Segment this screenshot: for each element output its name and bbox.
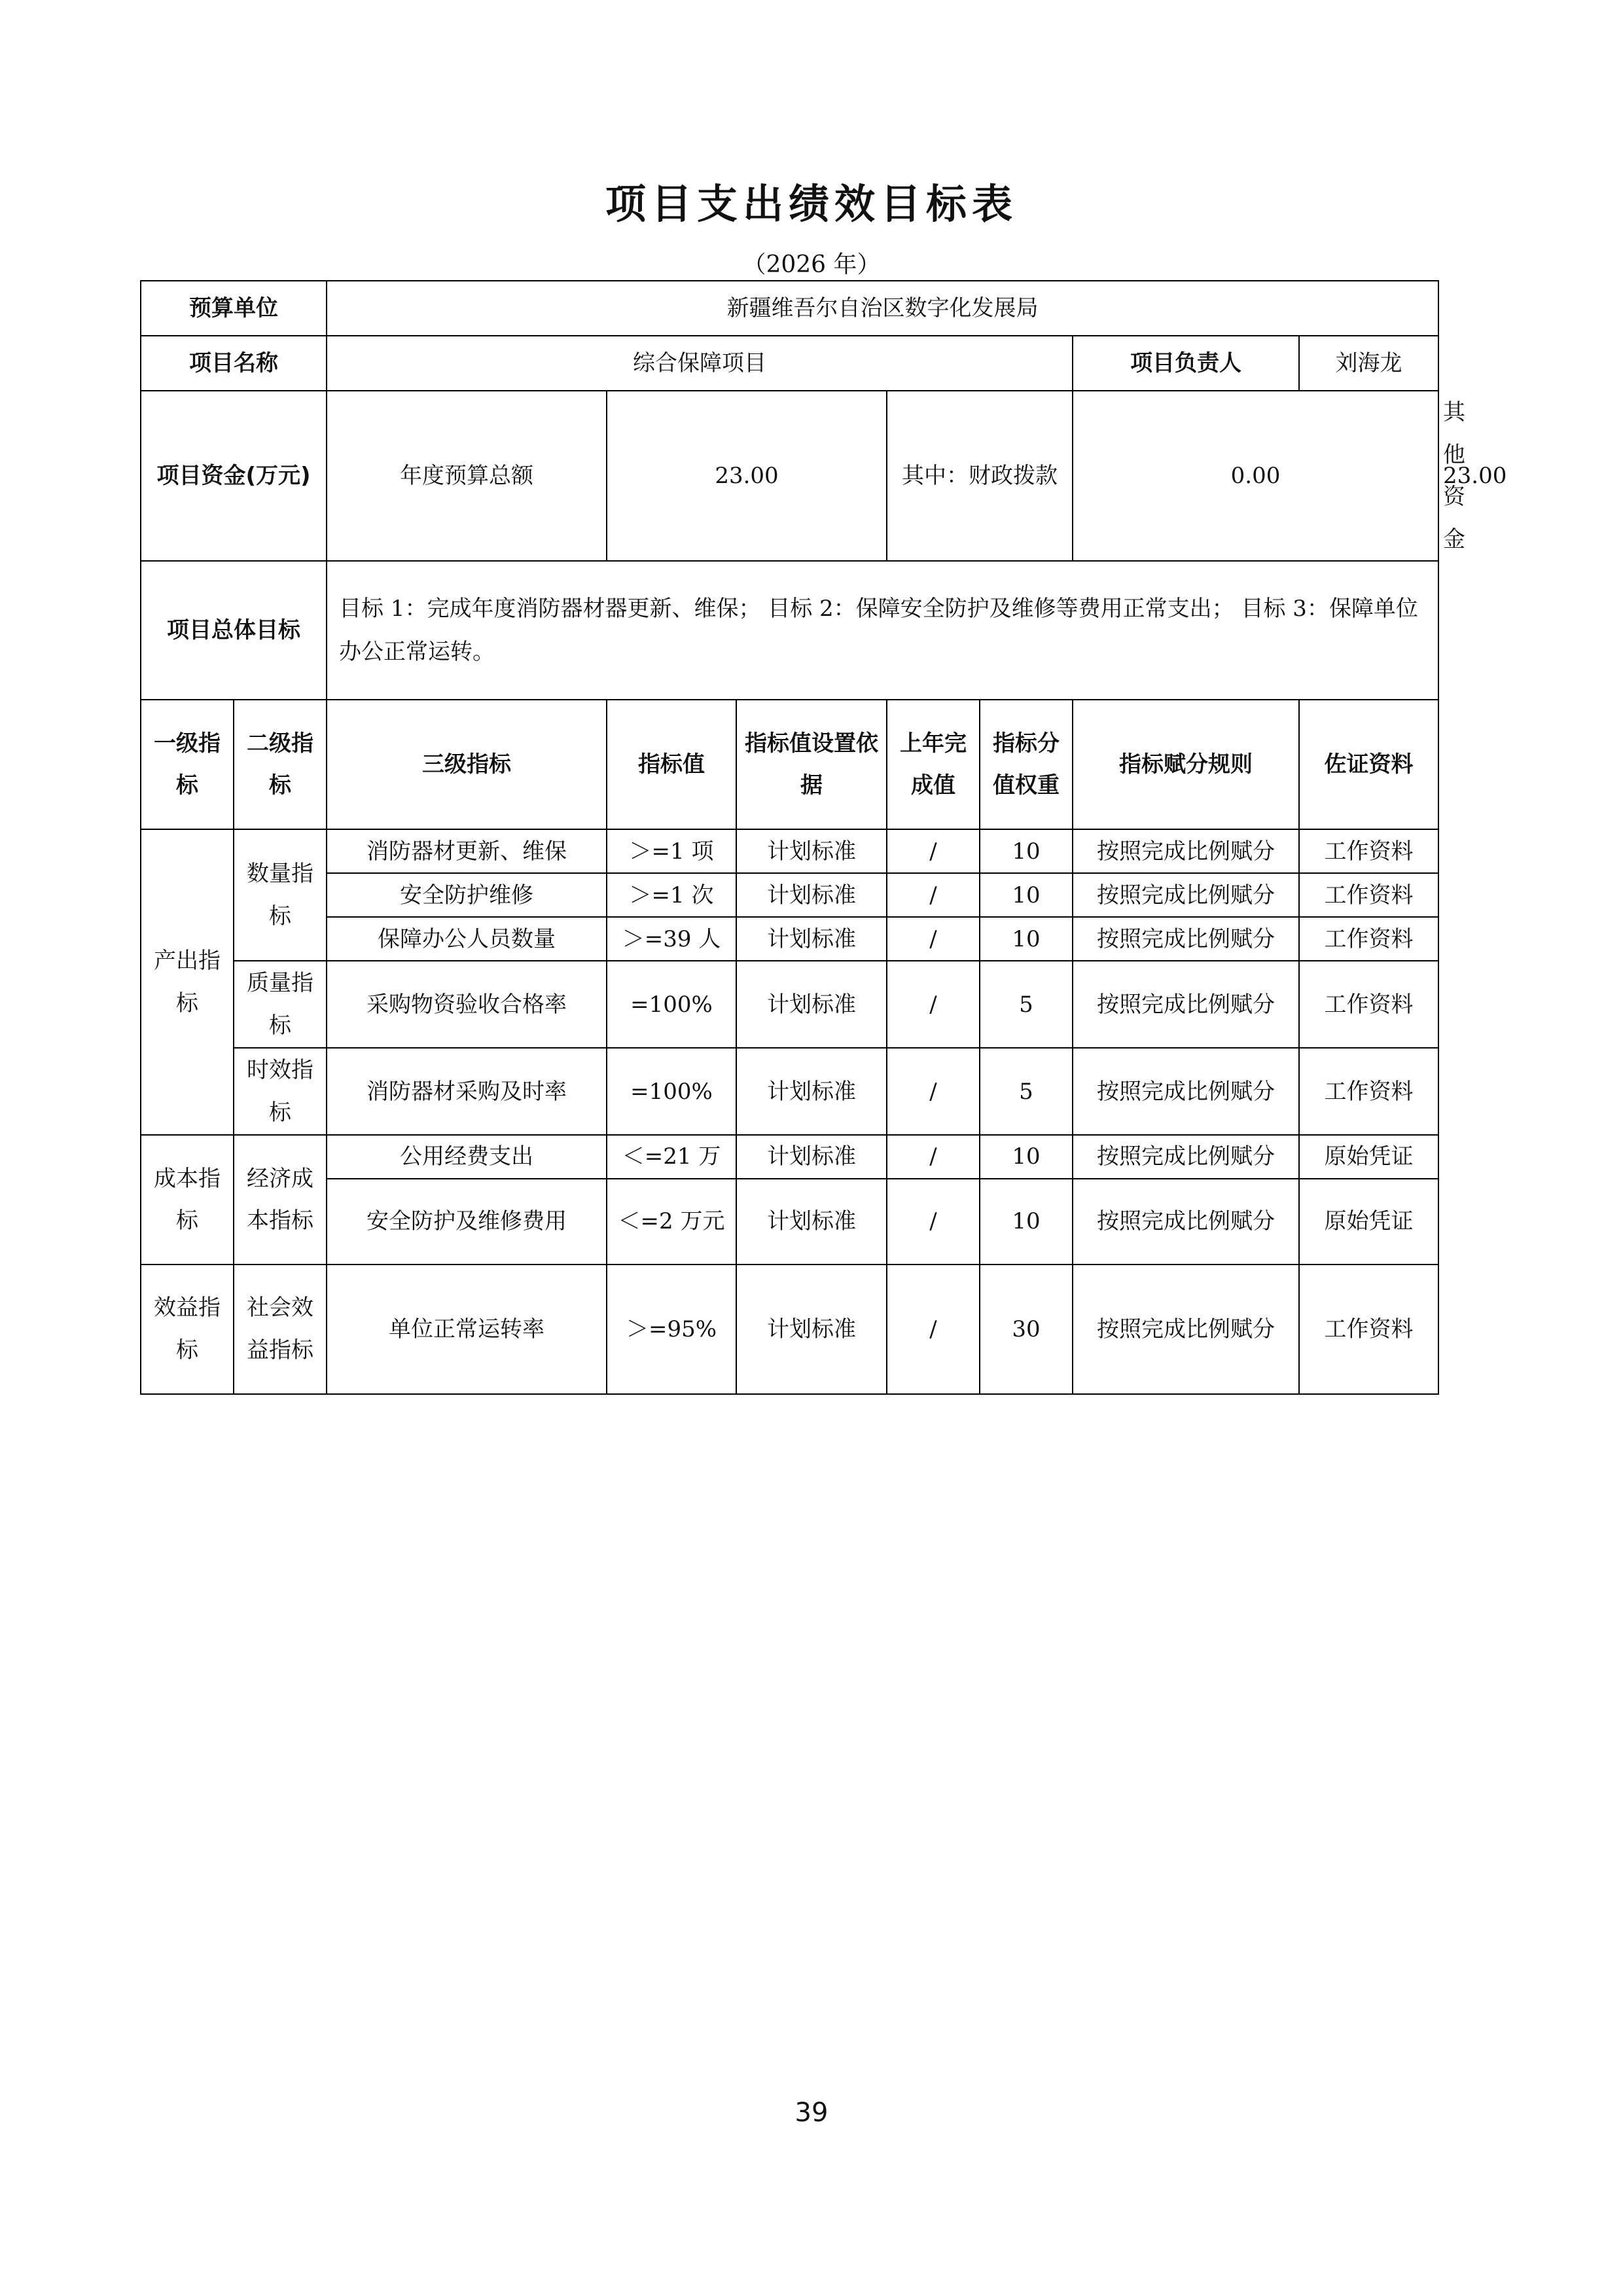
group-quantity: 数量指标 — [234, 829, 327, 961]
project-leader-label: 项目负责人 — [1073, 336, 1299, 391]
project-leader-value: 刘海龙 — [1299, 336, 1438, 391]
group-quality: 质量指标 — [234, 961, 327, 1048]
overall-goal-row — [141, 561, 1438, 700]
indicator-basis: 计划标准 — [736, 1048, 887, 1135]
indicator-last-year: / — [887, 1179, 980, 1265]
indicator-weight: 10 — [980, 873, 1073, 917]
indicator-last-year: / — [887, 829, 980, 873]
annual-total-value: 23.00 — [607, 391, 887, 561]
indicator-name: 消防器材更新、维保 — [327, 829, 607, 873]
overall-goal-label: 项目总体目标 — [141, 561, 327, 700]
indicator-value: ＞=95% — [607, 1265, 736, 1394]
indicator-basis: 计划标准 — [736, 917, 887, 961]
header-basis: 指标值设置依据 — [736, 700, 887, 829]
group-timeliness: 时效指标 — [234, 1048, 327, 1135]
indicator-evidence: 工作资料 — [1299, 917, 1438, 961]
indicator-basis: 计划标准 — [736, 1135, 887, 1179]
budget-unit-value: 新疆维吾尔自治区数字化发展局 — [327, 281, 1438, 336]
indicator-header-row — [141, 700, 1438, 829]
header-last-year: 上年完成值 — [887, 700, 980, 829]
overall-goal-text: 目标 1：完成年度消防器材器更新、维保； 目标 2：保障安全防护及维修等费用正常支出； 目标 3：保障单位办公正常运转。 — [327, 561, 1438, 700]
indicator-weight: 5 — [980, 1048, 1073, 1135]
indicator-value: ＜=2 万元 — [607, 1179, 736, 1265]
page-title: 项目支出绩效目标表 — [605, 180, 1018, 228]
indicator-last-year: / — [887, 1135, 980, 1179]
fiscal-allocation-value: 0.00 — [1073, 391, 1438, 561]
indicator-name: 消防器材采购及时率 — [327, 1048, 607, 1135]
header-value: 指标值 — [607, 700, 736, 829]
indicator-rule: 按照完成比例赋分 — [1073, 873, 1299, 917]
year-label: （2026 年） — [742, 251, 881, 278]
indicator-basis: 计划标准 — [736, 829, 887, 873]
indicator-name: 保障办公人员数量 — [327, 917, 607, 961]
table-row — [141, 829, 1438, 873]
indicator-basis: 计划标准 — [736, 961, 887, 1048]
table-row — [141, 1265, 1438, 1394]
indicator-weight: 10 — [980, 829, 1073, 873]
indicator-value: =100% — [607, 961, 736, 1048]
fiscal-allocation-label: 其中：财政拨款 — [887, 391, 1073, 561]
indicator-rule: 按照完成比例赋分 — [1073, 917, 1299, 961]
indicator-name: 安全防护维修 — [327, 873, 607, 917]
indicator-evidence: 工作资料 — [1299, 1048, 1438, 1135]
indicator-last-year: / — [887, 1265, 980, 1394]
header-weight: 指标分值权重 — [980, 700, 1073, 829]
indicator-value: ＜=21 万 — [607, 1135, 736, 1179]
page-number: 39 — [794, 2098, 829, 2128]
indicator-evidence: 工作资料 — [1299, 829, 1438, 873]
indicator-value: ＞=39 人 — [607, 917, 736, 961]
indicator-rule: 按照完成比例赋分 — [1073, 1179, 1299, 1265]
indicator-evidence: 工作资料 — [1299, 961, 1438, 1048]
indicator-rule: 按照完成比例赋分 — [1073, 1048, 1299, 1135]
indicator-last-year: / — [887, 961, 980, 1048]
indicator-value: ＞=1 项 — [607, 829, 736, 873]
group-benefit: 效益指标 — [141, 1265, 234, 1394]
indicator-evidence: 工作资料 — [1299, 1265, 1438, 1394]
indicator-basis: 计划标准 — [736, 1265, 887, 1394]
project-name-label: 项目名称 — [141, 336, 327, 391]
indicator-last-year: / — [887, 917, 980, 961]
header-level3: 三级指标 — [327, 700, 607, 829]
indicator-evidence: 工作资料 — [1299, 873, 1438, 917]
indicator-rule: 按照完成比例赋分 — [1073, 1135, 1299, 1179]
project-funds-label: 项目资金(万元) — [141, 391, 327, 561]
indicator-name: 公用经费支出 — [327, 1135, 607, 1179]
indicator-evidence: 原始凭证 — [1299, 1179, 1438, 1265]
indicator-name: 单位正常运转率 — [327, 1265, 607, 1394]
table-row — [141, 1179, 1438, 1265]
indicator-rule: 按照完成比例赋分 — [1073, 829, 1299, 873]
indicator-name: 安全防护及维修费用 — [327, 1179, 607, 1265]
indicator-basis: 计划标准 — [736, 1179, 887, 1265]
indicator-name: 采购物资验收合格率 — [327, 961, 607, 1048]
group-cost: 成本指标 — [141, 1135, 234, 1265]
header-evidence: 佐证资料 — [1299, 700, 1438, 829]
budget-unit-label: 预算单位 — [141, 281, 327, 336]
header-level2: 二级指标 — [234, 700, 327, 829]
table-row — [141, 961, 1438, 1048]
group-economic-cost: 经济成本指标 — [234, 1135, 327, 1265]
indicator-last-year: / — [887, 1048, 980, 1135]
project-funds-row: 项目资金(万元) 年度预算总额 23.00 其中：财政拨款 0.00 其他资金 23.00 — [141, 391, 1438, 561]
header-rule: 指标赋分规则 — [1073, 700, 1299, 829]
indicator-rule: 按照完成比例赋分 — [1073, 961, 1299, 1048]
budget-unit-row — [141, 281, 1438, 336]
performance-target-table — [140, 280, 1507, 1395]
indicator-value: =100% — [607, 1048, 736, 1135]
table-row — [141, 1135, 1438, 1179]
annual-total-label: 年度预算总额 — [327, 391, 607, 561]
indicator-value: ＞=1 次 — [607, 873, 736, 917]
indicator-weight: 30 — [980, 1265, 1073, 1394]
table-row — [141, 873, 1438, 917]
indicator-last-year: / — [887, 873, 980, 917]
indicator-weight: 10 — [980, 1135, 1073, 1179]
indicator-evidence: 原始凭证 — [1299, 1135, 1438, 1179]
header-level1: 一级指标 — [141, 700, 234, 829]
project-name-row — [141, 336, 1438, 391]
table-row — [141, 917, 1438, 961]
group-output: 产出指标 — [141, 829, 234, 1135]
indicator-weight: 5 — [980, 961, 1073, 1048]
project-name-value: 综合保障项目 — [327, 336, 1073, 391]
indicator-rule: 按照完成比例赋分 — [1073, 1265, 1299, 1394]
table-row — [141, 1048, 1438, 1135]
indicator-basis: 计划标准 — [736, 873, 887, 917]
indicator-weight: 10 — [980, 1179, 1073, 1265]
indicator-weight: 10 — [980, 917, 1073, 961]
group-social-benefit: 社会效益指标 — [234, 1265, 327, 1394]
